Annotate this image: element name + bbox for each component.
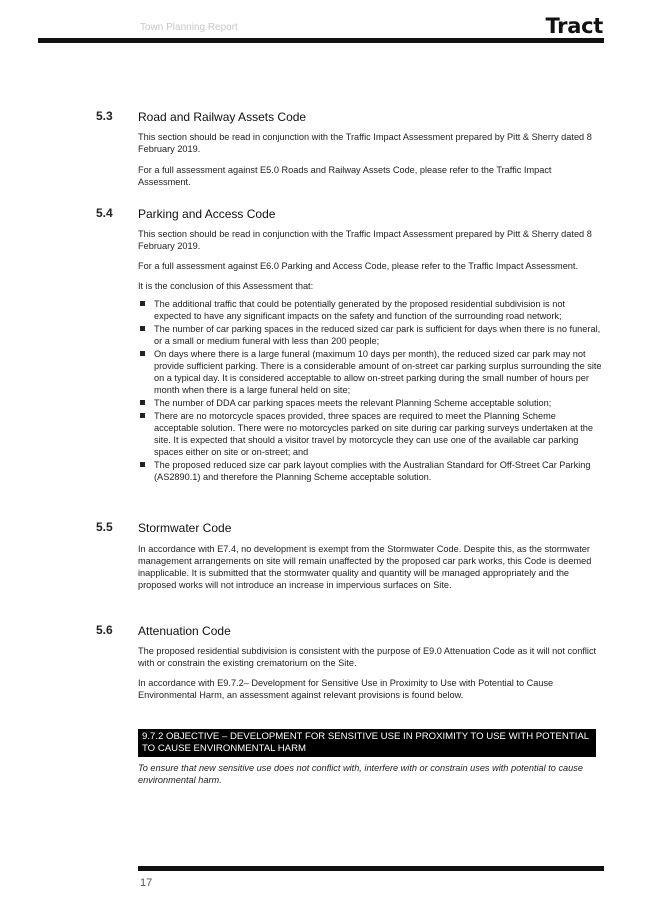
- list-item: [138, 397, 602, 409]
- paragraph: For a full assessment against E6.0 Parking and Access Code, please refer to the Traffic Impact Assessment.: [138, 261, 579, 271]
- section-title: Road and Railway Assets Code: [138, 110, 307, 124]
- bullet-square-icon: [140, 400, 145, 405]
- page-number: 17: [140, 877, 153, 889]
- tract-logo: Tract: [545, 14, 603, 38]
- paragraph: It is the conclusion of this Assessment that:: [138, 281, 314, 291]
- section-number: 5.6: [96, 623, 113, 637]
- bullet-square-icon: [140, 326, 145, 331]
- footer-rule: [138, 866, 604, 871]
- paragraph: In accordance with E7.4, no development is exempt from the Stormwater Code. Despite this, as the stormwater management arrangements on site will remain unaffected by the proposed car park works, this Code is deemed inapplicable. It is submitted that the stormwater quality and quantity will be managed appropriately and the proposed works will not introduce an increase in impervious surfaces on Site.: [138, 544, 592, 590]
- objective-text: To ensure that new sensitive use does not conflict with, interfere with or constrain uses with potential to cause environmental harm.: [138, 763, 583, 785]
- bullet-text: The additional traffic that could be potentially generated by the proposed residential subdivision is not expected to have any significant impacts on the safety and function of the surrounding road network;: [154, 299, 565, 321]
- bullet-square-icon: [140, 413, 145, 418]
- paragraph: This section should be read in conjunction with the Traffic Impact Assessment prepared by Pitt & Sherry dated 8 February 2019.: [138, 229, 592, 251]
- list-item: [138, 323, 602, 347]
- conclusion-bullet-list: [138, 298, 602, 484]
- section-number: 5.5: [96, 520, 113, 534]
- section-title: Attenuation Code: [138, 624, 231, 638]
- section-title: Parking and Access Code: [138, 207, 276, 221]
- bullet-text: The number of car parking spaces in the reduced sized car park is sufficient for days when there is no funeral, or a small or medium funeral with less than 200 people;: [154, 324, 601, 346]
- section-title: Stormwater Code: [138, 521, 232, 535]
- list-item: [138, 298, 602, 322]
- bullet-square-icon: [140, 301, 145, 306]
- section-number: 5.4: [96, 206, 113, 220]
- header-rule: [38, 38, 604, 43]
- bullet-text: There are no motorcycle spaces provided, three spaces are required to meet the Planning Scheme acceptable solution. There were no motorcycles parked on site during car parking surveys undertaken at the site. It is expected that should a visitor travel by motorcycle they can use one of the available car parking spaces either on site or on-street; and: [154, 411, 594, 457]
- bullet-text: The number of DDA car parking spaces meets the relevant Planning Scheme acceptable solution;: [154, 398, 552, 408]
- paragraph: The proposed residential subdivision is consistent with the purpose of E9.0 Attenuation Code as it will not conflict with or constrain the existing crematorium on the Site.: [138, 646, 597, 668]
- paragraph: For a full assessment against E5.0 Roads and Railway Assets Code, please refer to the Traffic Impact Assessment.: [138, 165, 552, 187]
- section-number: 5.3: [96, 109, 113, 123]
- header-title: Town Planning Report: [140, 22, 238, 33]
- list-item: [138, 348, 602, 396]
- bullet-text: The proposed reduced size car park layout complies with the Australian Standard for Off-Street Car Parking (AS2890.1) and therefore the Planning Scheme acceptable solution.: [154, 460, 591, 482]
- bullet-square-icon: [140, 351, 145, 356]
- list-item: [138, 410, 602, 458]
- list-item: [138, 459, 602, 483]
- objective-heading-box: 9.7.2 OBJECTIVE – DEVELOPMENT FOR SENSITIVE USE IN PROXIMITY TO USE WITH POTENTIAL TO CAUSE ENVIRONMENTAL HARM: [138, 729, 596, 757]
- paragraph: This section should be read in conjunction with the Traffic Impact Assessment prepared by Pitt & Sherry dated 8 February 2019.: [138, 132, 592, 154]
- bullet-square-icon: [140, 462, 145, 467]
- bullet-text: On days where there is a large funeral (maximum 10 days per month), the reduced sized car park may not provide sufficient parking. There is a considerable amount of on-street car parking surplus surrounding the site on a typical day. It is considered acceptable to allow on-street parking during the small number of hours per month when there is a large funeral held on site;: [154, 349, 602, 395]
- paragraph: In accordance with E9.7.2– Development for Sensitive Use in Proximity to Use with Potential to Cause Environmental Harm, an assessment against relevant provisions is found below.: [138, 678, 554, 700]
